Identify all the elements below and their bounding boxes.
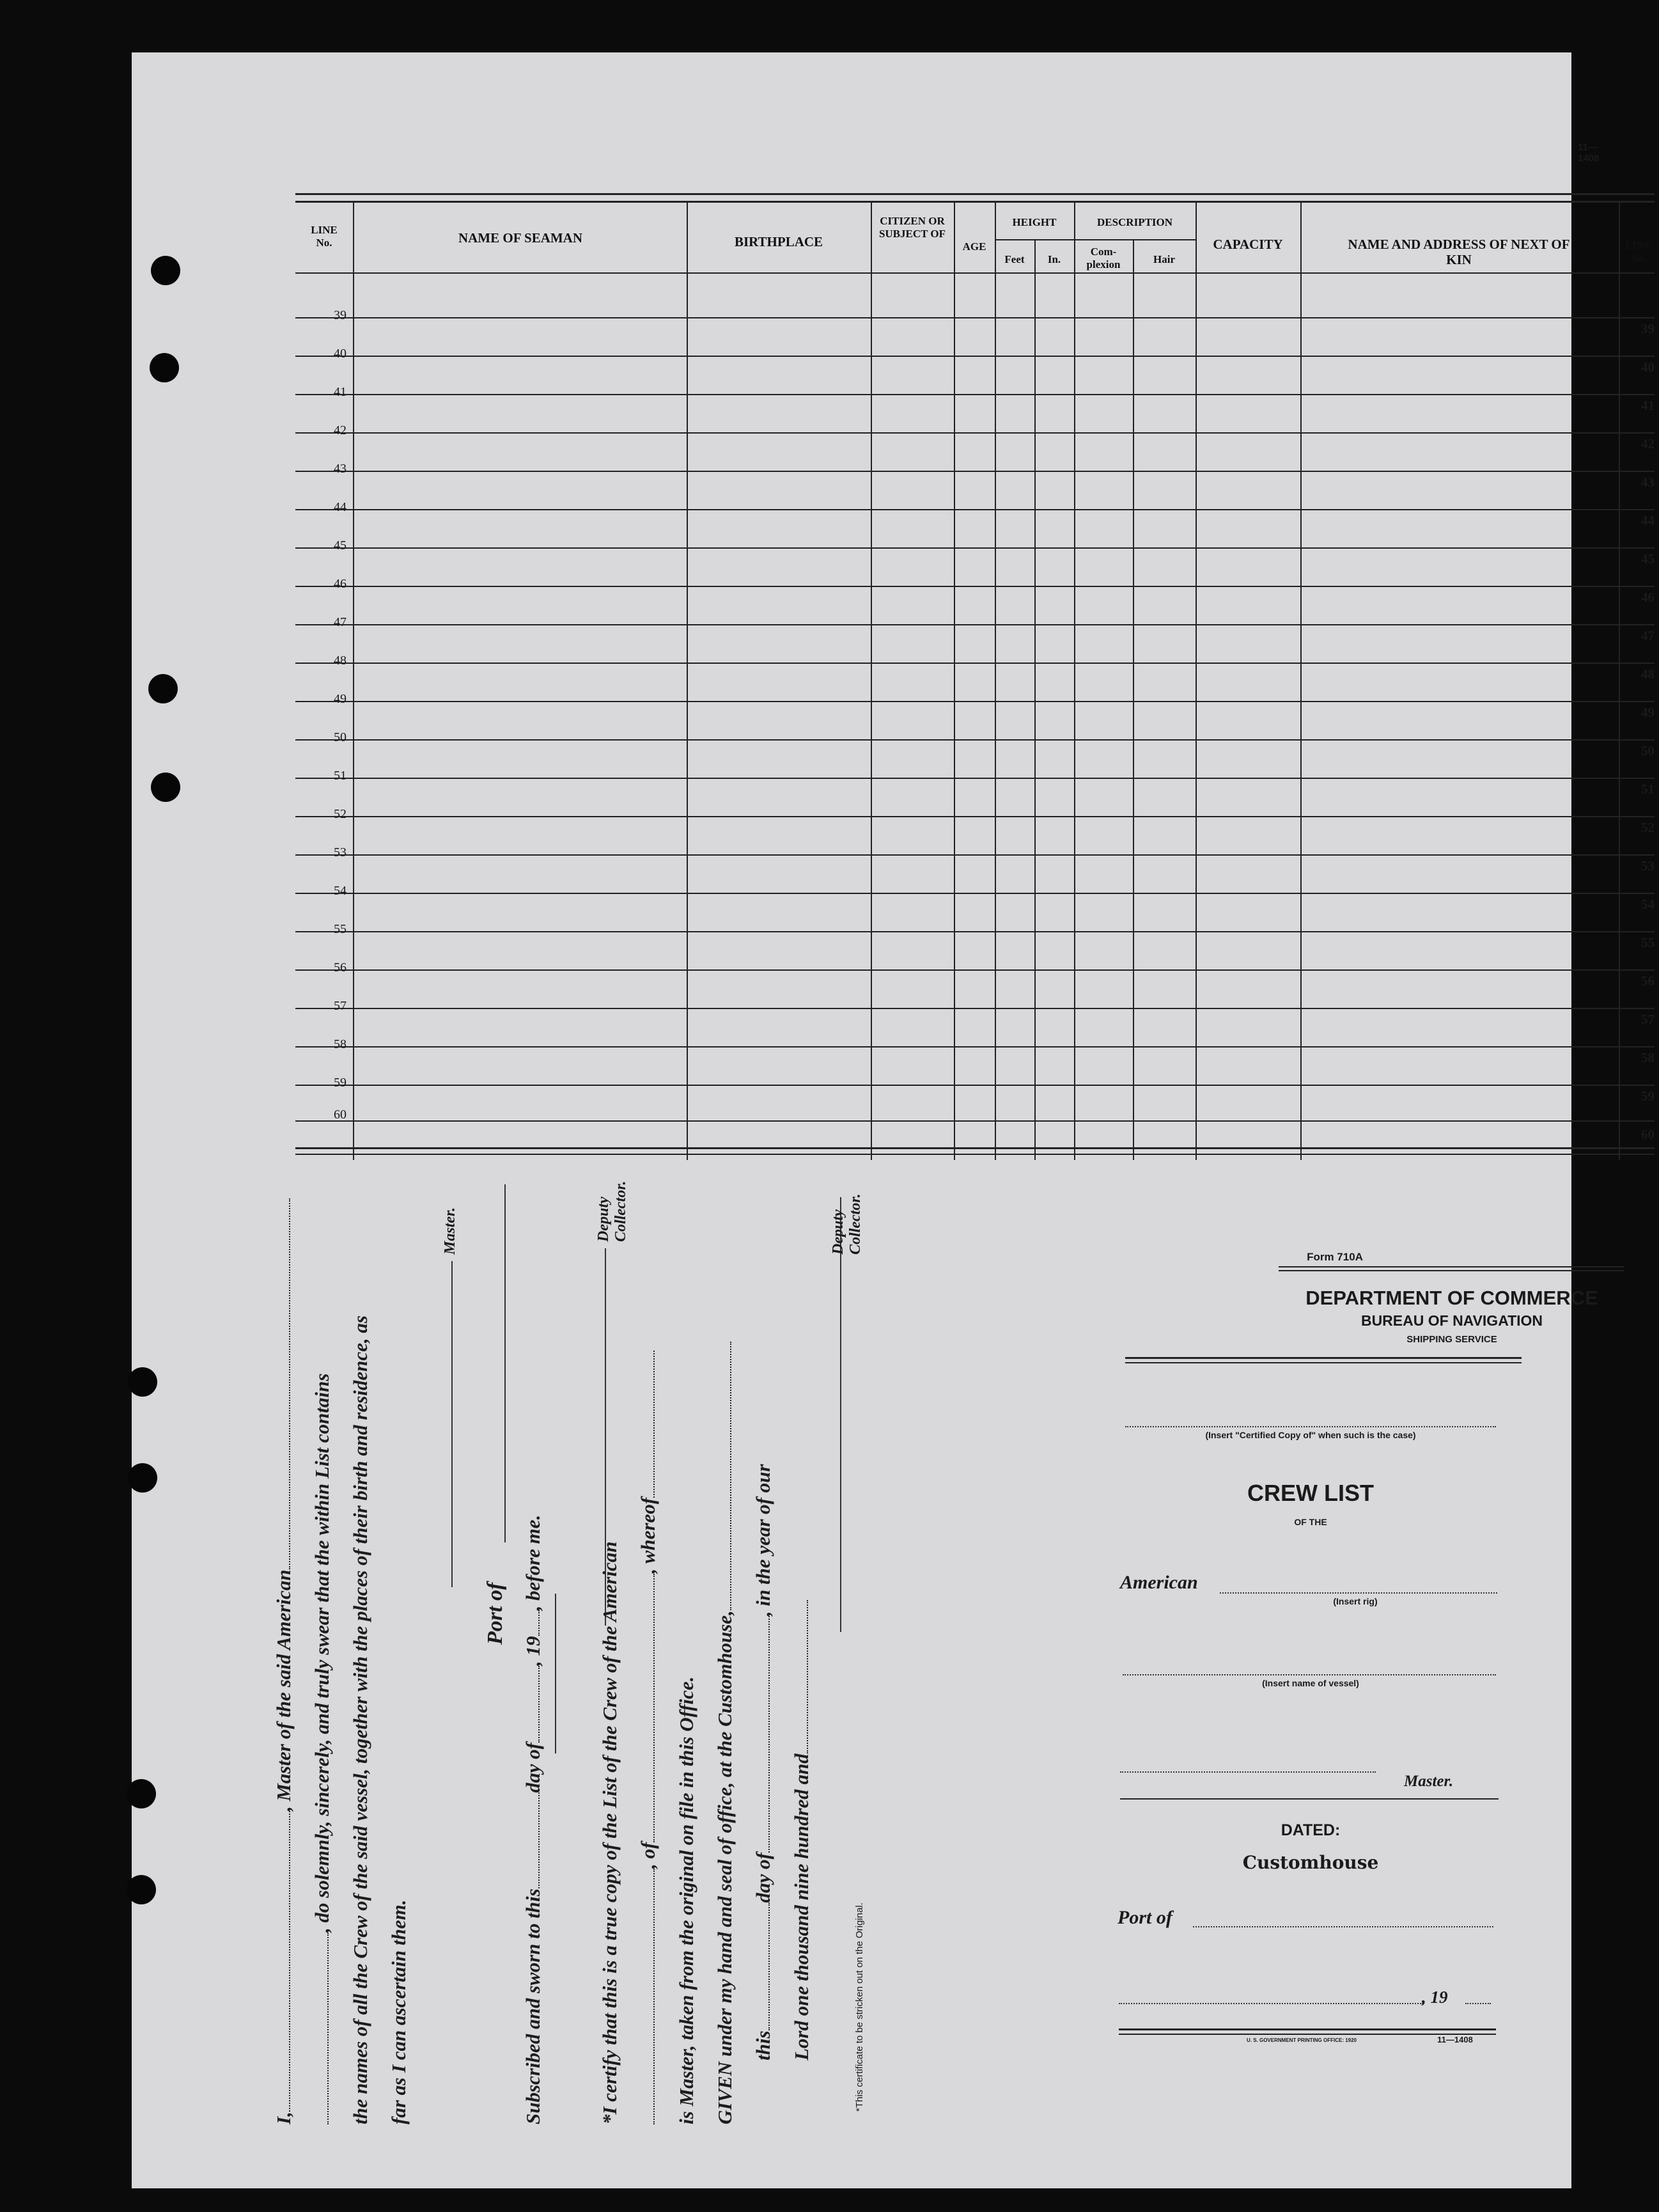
line-number-right: 45 <box>1641 551 1655 567</box>
line-number-right: 39 <box>1641 321 1655 336</box>
fill-blank[interactable] <box>637 1869 655 2124</box>
line-number-right: 43 <box>1641 475 1655 490</box>
fill-blank[interactable] <box>790 1600 808 1753</box>
line-number-right: 58 <box>1641 1050 1655 1065</box>
fill-blank[interactable] <box>311 1933 329 2124</box>
line-number: 54 <box>334 884 347 898</box>
oath-line-4: far as I can ascertain them. <box>387 1899 410 2124</box>
line-number: 55 <box>334 922 347 936</box>
line-number: 51 <box>334 769 347 783</box>
port-of-label-cover: Port of <box>1118 1907 1172 1928</box>
line-number-right: 52 <box>1641 820 1655 835</box>
punch-hole <box>151 256 180 285</box>
certify-line-1: *I certify that this is a true copy of the List of the Crew of the American <box>598 1541 621 2124</box>
punch-hole <box>128 1367 157 1397</box>
vessel-name-field[interactable] <box>1123 1674 1496 1675</box>
line-number: 60 <box>334 1108 347 1122</box>
line-number-right: 41 <box>1641 398 1655 413</box>
oath-line-3: the names of all the Crew of the said vessel, together with the places of their birth and residence, as <box>349 1315 371 2124</box>
oath-line-1: I,, Master of the said American <box>272 1198 295 2124</box>
line-number: 44 <box>334 500 347 514</box>
line-number: 53 <box>334 845 347 859</box>
line-number-right: 54 <box>1641 897 1655 912</box>
certify-line-2: , of, whereof <box>637 1351 660 2124</box>
header-citizen: CITIZEN OR SUBJECT OF <box>878 215 946 240</box>
line-number: 46 <box>334 577 347 591</box>
insert-vessel-note: (Insert name of vessel) <box>1262 1678 1359 1688</box>
fill-blank[interactable] <box>522 1666 540 1743</box>
fill-blank[interactable] <box>522 1610 540 1636</box>
date-field[interactable] <box>1119 2003 1423 2004</box>
line-number-right: 42 <box>1641 436 1655 451</box>
dated-label: DATED: <box>1281 1821 1341 1839</box>
lord-line: Lord one thousand nine hundred and <box>790 1600 813 2060</box>
certificate-footnote: *This certificate to be stricken out on the Original. <box>854 1902 865 2112</box>
line-number: 43 <box>334 462 347 476</box>
line-number: 42 <box>334 423 347 437</box>
fill-blank[interactable] <box>752 1902 770 2030</box>
line-number-right: 51 <box>1641 781 1655 797</box>
header-next-of-kin: NAME AND ADDRESS OF NEXT OF KIN <box>1348 237 1570 268</box>
header-capacity: CAPACITY <box>1213 237 1283 252</box>
line-number: 49 <box>334 692 347 706</box>
line-number: 58 <box>334 1037 347 1051</box>
divider-line <box>555 1594 556 1753</box>
line-number-right: 47 <box>1641 628 1655 643</box>
crew-list-sheet <box>132 52 1655 2188</box>
subscribed-line: Subscribed and sworn to thisday of, 19, before me. <box>522 1514 544 2124</box>
header-height: HEIGHT <box>1012 216 1057 228</box>
line-number-right: 48 <box>1641 666 1655 682</box>
deputy-collector-label: Deputy Collector. <box>595 1181 629 1242</box>
form-code-bottom: 11—1408 <box>1437 2035 1473 2044</box>
bureau-title: BUREAU OF NAVIGATION <box>1360 1312 1543 1329</box>
line-number-right: 55 <box>1641 935 1655 950</box>
line-number: 50 <box>334 730 347 744</box>
line-number: 41 <box>334 385 347 399</box>
header-age: AGE <box>962 240 986 253</box>
line-number-right: 40 <box>1641 359 1655 375</box>
line-number-right: 46 <box>1641 590 1655 605</box>
header-description: DESCRIPTION <box>1096 216 1173 228</box>
punch-hole <box>127 1779 156 1808</box>
this-line: thisday of, in the year of our <box>752 1464 774 2060</box>
line-number: 52 <box>334 807 347 821</box>
header-line-no-right: LINE No. <box>1625 239 1652 264</box>
rig-field[interactable] <box>1220 1592 1497 1594</box>
port-of-line[interactable] <box>504 1184 506 1542</box>
line-number-right: 59 <box>1641 1088 1655 1104</box>
line-number-right: 53 <box>1641 858 1655 874</box>
line-number: 40 <box>334 347 347 361</box>
customhouse-label: Customhouse <box>1242 1852 1379 1873</box>
line-number-right: 50 <box>1641 743 1655 758</box>
punch-hole <box>148 674 178 703</box>
port-field[interactable] <box>1193 1926 1493 1927</box>
american-label: American <box>1120 1572 1198 1593</box>
line-number-right: 57 <box>1641 1012 1655 1027</box>
line-number: 47 <box>334 615 347 629</box>
punch-hole <box>150 353 179 382</box>
fill-blank[interactable] <box>637 1574 655 1842</box>
given-line: GIVEN under my hand and seal of office, at the Customhouse, <box>713 1342 736 2124</box>
punch-hole <box>128 1463 157 1493</box>
crew-list-title: CREW LIST <box>1247 1480 1374 1506</box>
department-title: DEPARTMENT OF COMMERCE <box>1305 1287 1598 1309</box>
deputy-collector-2-label: Deputy Collector. <box>830 1193 864 1255</box>
year-label: , 19 <box>1422 1988 1448 2007</box>
printing-office-line: U. S. GOVERNMENT PRINTING OFFICE: 1920 <box>1246 2037 1357 2043</box>
fill-blank[interactable] <box>272 1198 290 1569</box>
of-the-label: OF THE <box>1294 1517 1327 1527</box>
master-field[interactable] <box>1120 1771 1376 1773</box>
fill-blank[interactable] <box>272 1811 290 2112</box>
certified-copy-field[interactable] <box>1125 1426 1496 1427</box>
fill-blank[interactable] <box>713 1342 731 1610</box>
insert-certified-note: (Insert "Certified Copy of" when such is the case) <box>1205 1430 1416 1440</box>
line-number-right: 60 <box>1641 1127 1655 1142</box>
punch-hole <box>127 1875 156 1904</box>
line-number: 39 <box>334 308 347 322</box>
fill-blank[interactable] <box>752 1616 770 1853</box>
fill-blank[interactable] <box>522 1792 540 1888</box>
header-hair: Hair <box>1153 253 1175 265</box>
form-code-top: 11—1408 <box>1578 142 1600 164</box>
line-number: 45 <box>334 538 347 553</box>
certify-line-3: is Master, taken from the original on file in this Office. <box>675 1676 697 2124</box>
punch-hole <box>151 773 180 802</box>
service-title: SHIPPING SERVICE <box>1406 1334 1497 1345</box>
header-line-no: LINE No. <box>311 224 338 249</box>
line-number: 48 <box>334 654 347 668</box>
header-name-of-seaman: NAME OF SEAMAN <box>458 230 583 246</box>
line-number-right: 44 <box>1641 513 1655 528</box>
header-feet: Feet <box>1004 253 1025 265</box>
form-number: Form 710A <box>1307 1251 1363 1263</box>
master-label: Master. <box>442 1207 458 1255</box>
fill-blank[interactable] <box>637 1351 655 1498</box>
certification-section <box>598 1184 1059 2124</box>
deputy-collector-2-signature-line[interactable] <box>840 1197 841 1632</box>
header-birthplace: BIRTHPLACE <box>734 234 823 249</box>
line-number: 56 <box>334 961 347 975</box>
line-number-right: 56 <box>1641 973 1655 989</box>
year-field[interactable] <box>1465 2003 1491 2004</box>
insert-rig-note: (Insert rig) <box>1333 1596 1378 1606</box>
master-label-cover: Master. <box>1404 1773 1454 1790</box>
line-number: 57 <box>334 999 347 1013</box>
port-of-label: Port of <box>483 1582 507 1645</box>
header-inches: In. <box>1047 253 1061 265</box>
line-number: 59 <box>334 1076 347 1090</box>
line-number-right: 49 <box>1641 705 1655 720</box>
oath-line-2: , do solemnly, sincerely, and truly swear that the within List contains <box>311 1374 334 2124</box>
header-complexion: Com- plexion <box>1086 246 1121 271</box>
master-signature-line[interactable] <box>451 1261 453 1587</box>
crew-table <box>295 201 1655 1160</box>
